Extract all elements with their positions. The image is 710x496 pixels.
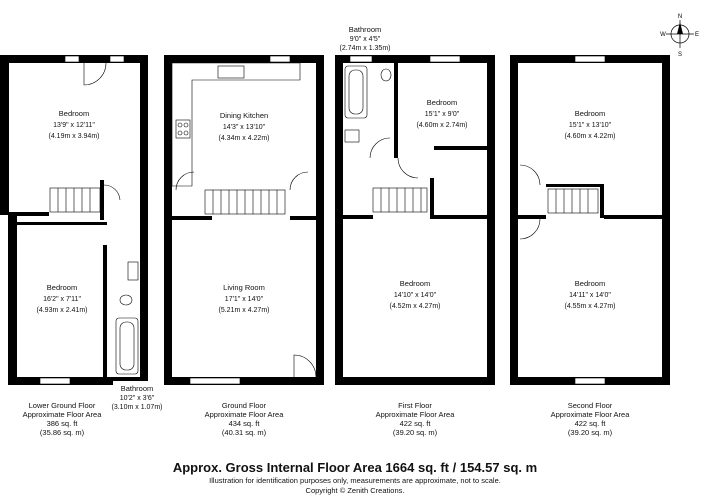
window xyxy=(430,56,460,62)
room-size-metric: (4.60m x 2.74m) xyxy=(416,122,468,129)
room-size-imperial: 9'0" x 4'5" xyxy=(349,36,381,43)
floor-name: First Floor xyxy=(398,401,432,410)
room-name: Bedroom xyxy=(426,98,458,107)
floor-area-sqft: 422 sq. ft xyxy=(399,419,431,428)
room-size-imperial: 15'1" x 9'0" xyxy=(424,111,460,118)
toilet xyxy=(381,69,391,81)
wall xyxy=(487,55,495,385)
first-floor-plan xyxy=(335,25,495,437)
wall xyxy=(394,63,398,158)
wall xyxy=(335,55,343,385)
room-size-metric: (4.60m x 4.22m) xyxy=(564,133,616,140)
window xyxy=(40,378,70,384)
door xyxy=(520,219,540,239)
room-size-imperial: 14'3" x 13'10" xyxy=(222,124,266,131)
floor-name: Ground Floor xyxy=(221,401,267,410)
floor-area-sqm: (35.86 sq. m) xyxy=(39,428,85,437)
wall xyxy=(164,377,324,385)
floor-area-label: Approximate Floor Area xyxy=(204,410,284,419)
sink xyxy=(128,262,138,280)
hob xyxy=(176,120,190,138)
wall xyxy=(17,222,107,225)
room-size-metric: (3.10m x 1.07m) xyxy=(111,404,163,411)
wall xyxy=(430,215,487,219)
room-size-imperial: 13'9" x 12'11" xyxy=(53,122,95,129)
wall xyxy=(9,212,49,216)
room-size-metric: (4.93m x 2.41m) xyxy=(36,307,88,314)
sink xyxy=(345,130,359,142)
door xyxy=(176,172,194,190)
door xyxy=(398,158,418,178)
total-floor-area: Approx. Gross Internal Floor Area 1664 sq. ft / 154.57 sq. m xyxy=(172,460,538,475)
room-size-metric: (4.19m x 3.94m) xyxy=(48,133,100,140)
floor-area-sqft: 386 sq. ft xyxy=(46,419,78,428)
room-size-metric: (5.21m x 4.27m) xyxy=(218,307,270,314)
floor-area-sqm: (40.31 sq. m) xyxy=(221,428,267,437)
door xyxy=(520,165,540,185)
window xyxy=(575,56,605,62)
room-size-imperial: 15'1" x 13'10" xyxy=(568,122,612,129)
floor-area-sqm: (39.20 sq. m) xyxy=(567,428,613,437)
wall xyxy=(290,216,316,220)
compass-w: W xyxy=(660,32,666,38)
room-size-imperial: 14'10" x 14'0" xyxy=(393,292,437,299)
wall xyxy=(510,55,518,385)
room-name: Dining Kitchen xyxy=(219,111,269,120)
wall xyxy=(164,55,324,63)
lower-ground-floor-plan xyxy=(0,55,163,437)
wall xyxy=(604,215,662,219)
room-name: Bathroom xyxy=(348,25,382,34)
copyright-text: Copyright © Zenith Creations. xyxy=(305,486,405,495)
window xyxy=(575,378,605,384)
staircase xyxy=(548,189,598,213)
wall xyxy=(164,55,172,385)
floor-area-sqft: 422 sq. ft xyxy=(574,419,606,428)
kitchen-sink xyxy=(218,66,244,78)
room-name: Bedroom xyxy=(58,109,90,118)
wall xyxy=(662,55,670,385)
window xyxy=(65,56,79,62)
room-size-metric: (4.52m x 4.27m) xyxy=(389,303,441,310)
staircase xyxy=(373,188,427,212)
room-name: Bedroom xyxy=(574,279,606,288)
room-size-imperial: 10'2" x 3'6" xyxy=(119,395,155,402)
wall xyxy=(343,215,373,219)
wall xyxy=(103,245,107,377)
room-name: Bedroom xyxy=(574,109,606,118)
window xyxy=(350,56,372,62)
room-size-imperial: 17'1" x 14'0" xyxy=(224,296,264,303)
compass-s: S xyxy=(677,52,683,58)
wall xyxy=(8,215,17,385)
compass-n: N xyxy=(677,14,683,20)
floor-name: Lower Ground Floor xyxy=(28,401,96,410)
toilet xyxy=(120,295,132,305)
floor-area-label: Approximate Floor Area xyxy=(375,410,455,419)
room-size-imperial: 16'2" x 7'11" xyxy=(43,296,81,303)
door xyxy=(290,172,308,190)
disclaimer-note: Illustration for identification purposes only, measurements are approximate, not to scale. xyxy=(209,476,501,485)
ground-floor-plan xyxy=(164,55,324,437)
room-name: Bedroom xyxy=(399,279,431,288)
room-size-imperial: 14'11" x 14'0" xyxy=(569,292,611,299)
window xyxy=(190,378,240,384)
floor-area-label: Approximate Floor Area xyxy=(550,410,630,419)
wall xyxy=(546,184,604,187)
floor-area-sqft: 434 sq. ft xyxy=(228,419,260,428)
compass-icon xyxy=(660,14,699,58)
staircase xyxy=(50,188,100,212)
window xyxy=(270,56,290,62)
wall xyxy=(316,55,324,385)
second-floor-plan xyxy=(510,55,670,437)
floor-area-sqm: (39.20 sq. m) xyxy=(392,428,438,437)
wall xyxy=(0,55,9,215)
room-size-metric: (4.55m x 4.27m) xyxy=(564,303,616,310)
staircase xyxy=(205,190,285,214)
wall xyxy=(434,146,487,150)
room-size-metric: (4.34m x 4.22m) xyxy=(218,135,270,142)
door xyxy=(294,355,316,377)
wall xyxy=(335,377,495,385)
bath xyxy=(345,66,367,118)
wall xyxy=(430,178,434,218)
room-name: Bathroom xyxy=(120,384,154,393)
floor-name: Second Floor xyxy=(567,401,613,410)
wall xyxy=(600,186,604,218)
bath xyxy=(116,318,138,374)
window xyxy=(110,56,124,62)
wall xyxy=(100,180,104,220)
room-size-metric: (2.74m x 1.35m) xyxy=(339,45,391,52)
wall xyxy=(518,215,546,219)
door xyxy=(104,185,120,200)
wall xyxy=(140,55,148,385)
compass-e: E xyxy=(694,32,700,38)
room-name: Living Room xyxy=(223,283,265,292)
door xyxy=(370,138,390,158)
room-name: Bedroom xyxy=(46,283,78,292)
floor-area-label: Approximate Floor Area xyxy=(22,410,102,419)
door xyxy=(84,63,106,85)
wall xyxy=(172,216,212,220)
